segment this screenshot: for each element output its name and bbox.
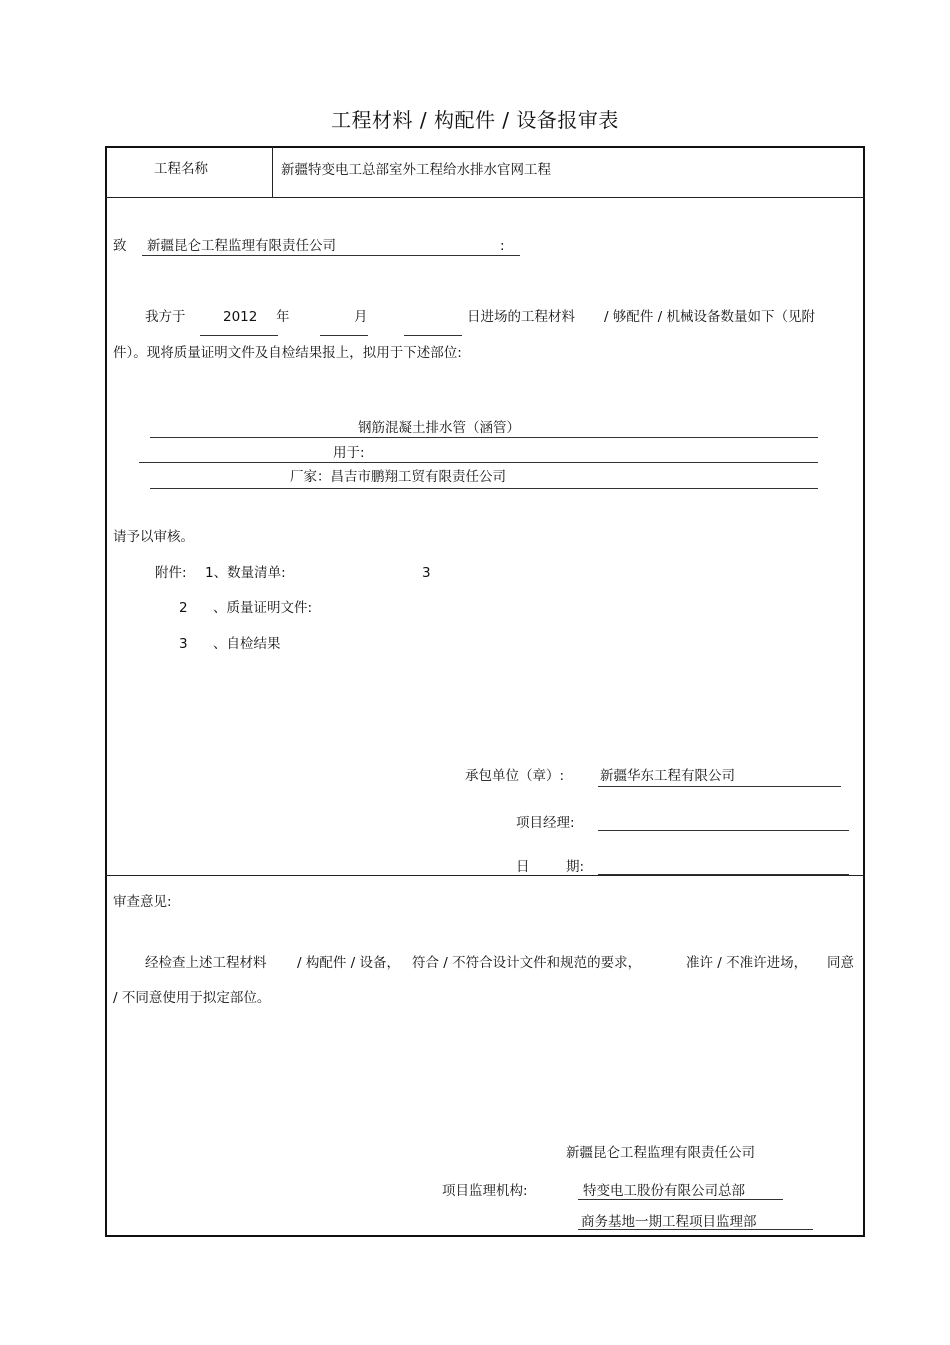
to-underline	[142, 255, 520, 256]
review-text-a: 经检查上述工程材料	[145, 955, 267, 971]
review-agency-line1: 特变电工股份有限公司总部	[583, 1183, 745, 1199]
page-title: 工程材料 / 构配件 / 设备报审表	[331, 108, 619, 132]
material-name: 钢筋混凝土排水管（涵管）	[358, 420, 520, 436]
review-text-d: 准许 / 不准许进场，	[686, 955, 808, 971]
contractor-label: 承包单位（章）:	[465, 768, 565, 784]
intro-wo-fang-yu: 我方于	[145, 309, 186, 325]
to-company: 新疆昆仑工程监理有限责任公司	[147, 238, 336, 254]
material-use-label: 用于:	[333, 445, 365, 461]
date-label-2: 期:	[566, 859, 585, 875]
review-agency-label: 项目监理机构:	[442, 1183, 528, 1199]
project-name-label: 工程名称	[154, 161, 208, 177]
project-name-value: 新疆特变电工总部室外工程给水排水官网工程	[281, 162, 551, 178]
review-text-b: / 构配件 / 设备，	[297, 955, 400, 971]
contractor-value: 新疆华东工程有限公司	[600, 768, 735, 784]
agency-line1-underline	[578, 1199, 783, 1200]
attachment-item1: 1、数量清单:	[205, 565, 286, 581]
section-divider	[105, 875, 865, 876]
intro-month-label: 月	[354, 309, 368, 325]
intro-day-text: 日进场的工程材料	[467, 309, 575, 325]
vendor-underline	[150, 488, 818, 489]
attachment-item2-num: 2	[179, 600, 188, 616]
attachment-item3-num: 3	[179, 636, 188, 652]
intro-line2: 件）。现将质量证明文件及自检结果报上，拟用于下述部位:	[113, 345, 462, 361]
review-org-name: 新疆昆仑工程监理有限责任公司	[566, 1145, 755, 1161]
attachment-item1-value: 3	[422, 565, 431, 581]
review-agency-line2: 商务基地一期工程项目监理部	[581, 1214, 757, 1230]
to-prefix: 致	[113, 238, 127, 254]
month-underline	[320, 335, 368, 336]
intro-year-label: 年	[276, 309, 290, 325]
intro-year: 2012	[223, 309, 258, 325]
date-label-1: 日	[516, 859, 530, 875]
material-underline	[150, 437, 818, 438]
manager-label: 项目经理:	[516, 815, 575, 831]
review-text-line2: / 不同意使用于拟定部位。	[113, 990, 271, 1006]
contractor-underline	[598, 786, 841, 787]
request-text: 请予以审核。	[113, 529, 194, 545]
date-underline	[598, 874, 849, 875]
attachments-label: 附件:	[155, 565, 187, 581]
to-colon: :	[500, 238, 505, 254]
intro-parts-text: / 够配件 / 机械设备数量如下（见附	[604, 309, 815, 325]
header-row-divider	[105, 197, 865, 198]
agency-line2-underline	[578, 1229, 813, 1230]
review-text-c: 符合 / 不符合设计文件和规范的要求，	[412, 955, 642, 971]
attachment-item3-text: 、自检结果	[213, 636, 281, 652]
header-column-divider	[272, 146, 273, 197]
year-underline	[200, 335, 278, 336]
review-label: 审查意见:	[113, 894, 172, 910]
manager-underline	[598, 830, 849, 831]
use-underline	[139, 462, 818, 463]
review-text-e: 同意	[827, 955, 854, 971]
day-underline	[404, 335, 462, 336]
material-vendor: 厂家：昌吉市鹏翔工贸有限责任公司	[290, 469, 506, 485]
attachment-item2-text: 、质量证明文件:	[213, 600, 313, 616]
